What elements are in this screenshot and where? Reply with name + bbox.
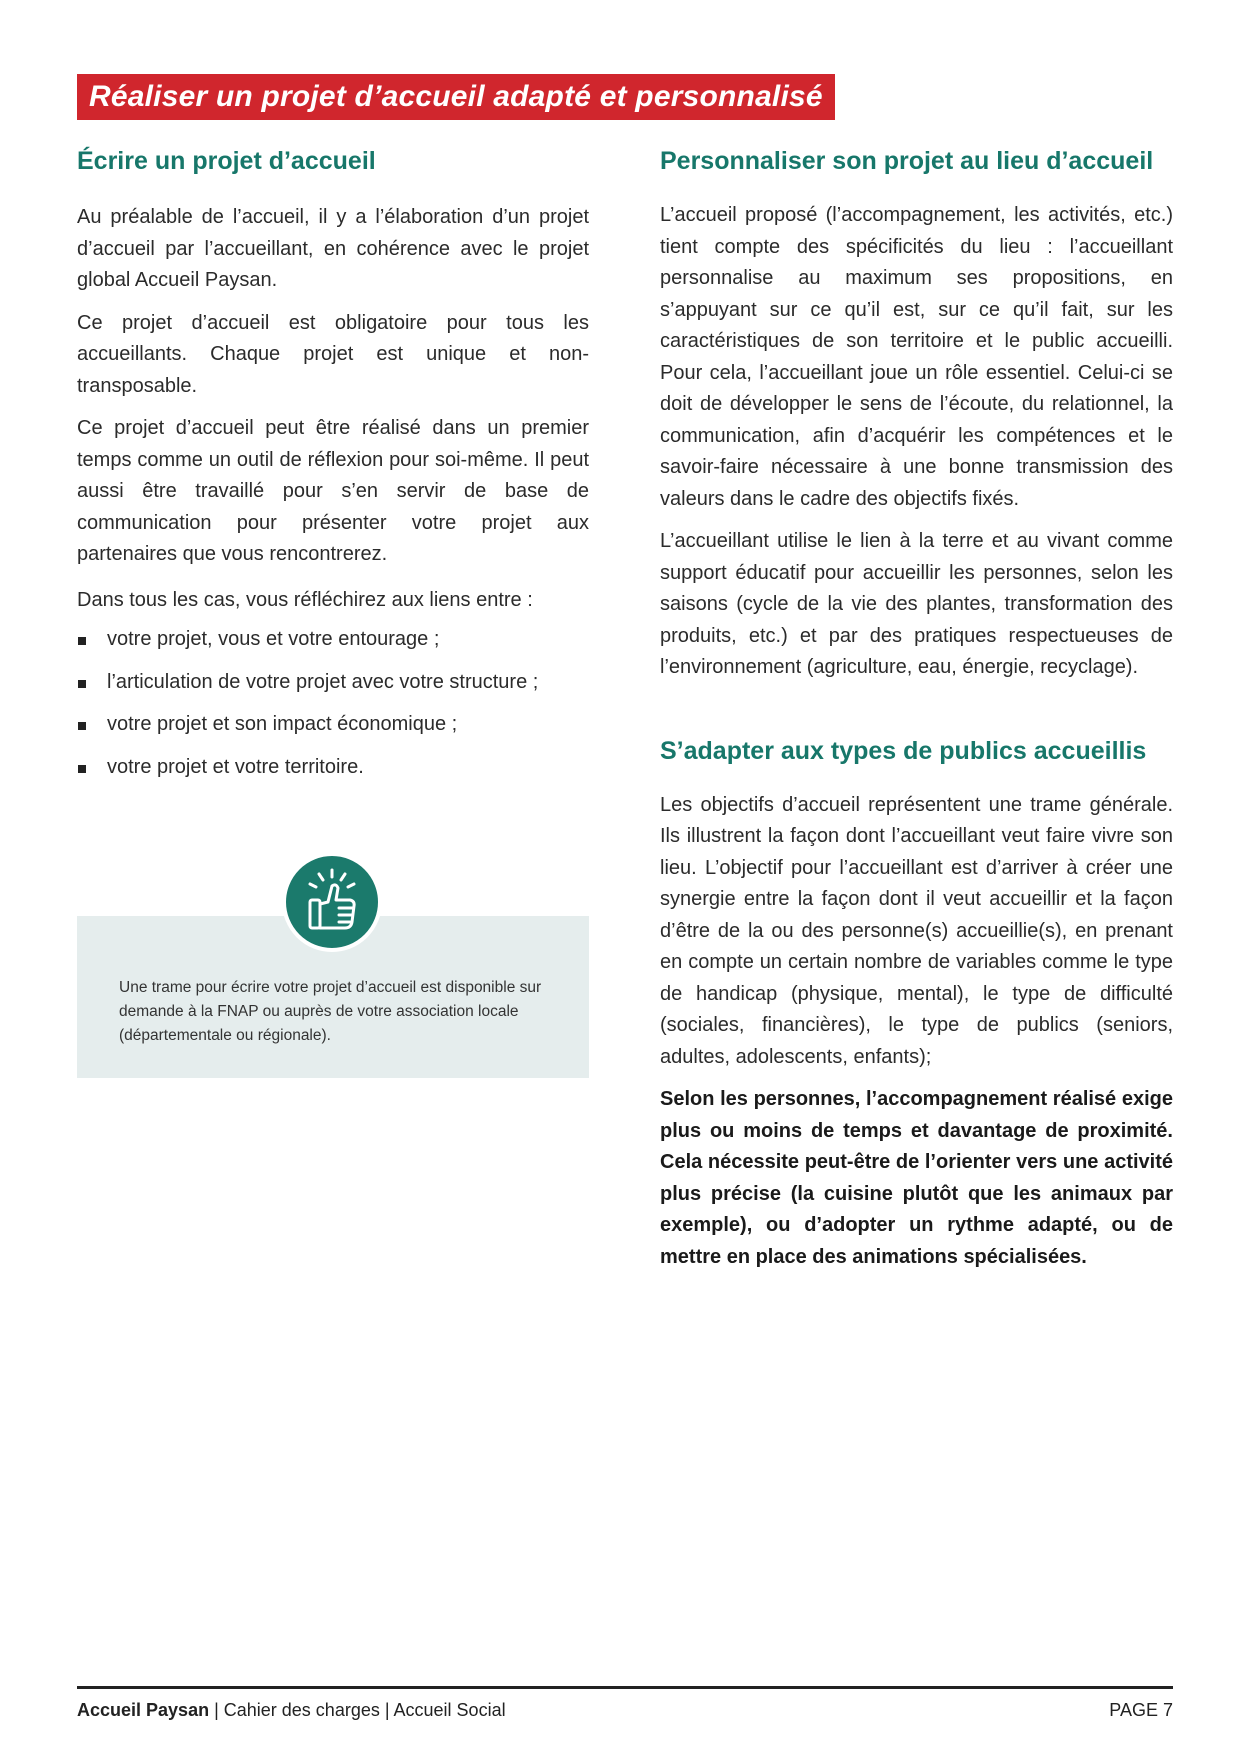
footer-brand: Accueil Paysan [77, 1700, 210, 1720]
thumbs-up-icon [282, 852, 382, 952]
list-item: l’articulation de votre projet avec votre structure ; [77, 667, 589, 699]
right-bold-paragraph: Selon les personnes, l’accompagnement réalisé exige plus ou moins de temps et davantage de proximité. Cela nécessite peut-être de l’orienter vers une activité plus précise (la cuisine plutôt que les animaux par exemple), ou d’adopter un rythme adapté, ou de mettre en place des animations spécialisées. [660, 1088, 1173, 1268]
footer-subtitle: | Cahier des charges | Accueil Social [209, 1700, 506, 1720]
list-intro: Dans tous les cas, vous réfléchirez aux liens entre : [77, 588, 533, 611]
right-column [660, 146, 1173, 1284]
list-item: votre projet et votre territoire. [77, 752, 589, 784]
list-item: votre projet, vous et votre entourage ; [77, 624, 589, 656]
left-column [77, 146, 589, 794]
right-paragraph-1: L’accueil proposé (l’accompagnement, les activités, etc.) tient compte des spécificités du lieu : l’accueillant personnalise au maximum ses propositions, en s’appuyant sur ce qu’il est, sur ce qu’il fait, sur les caractéristiques de son territoire et le public accueilli. Pour cela, l’accueillant joue un rôle essentiel. Celui-ci se doit de développer le sens de l’écoute, du relationnel, la communication, afin d’acquérir les compétences et le savoir-faire nécessaire à une bonne transmission des valeurs dans le cadre des objectifs fixés. [660, 204, 1173, 510]
info-box-text: Une trame pour écrire votre projet d’accueil est disponible sur demande à la FNAP ou auprès de votre association locale (départementale ou régionale). [119, 979, 542, 1044]
bullet-list [77, 624, 589, 783]
left-heading: Écrire un projet d’accueil [77, 147, 376, 175]
footer-title [77, 1700, 506, 1721]
section-banner [77, 74, 835, 120]
left-paragraph-2: Ce projet d’accueil est obligatoire pour tous les accueillants. Chaque projet est unique et non-transposable. [77, 311, 589, 397]
section-title: Réaliser un projet d’accueil adapté et personnalisé [89, 80, 823, 113]
right-heading-1: Personnaliser son projet au lieu d’accueil [660, 147, 1154, 175]
right-paragraph-2: L’accueillant utilise le lien à la terre et au vivant comme support éducatif pour accueillir les personnes, selon les saisons (cycle de la vie des plantes, transformation des produits, etc.) et par des pratiques respectueuses de l’environnement (agriculture, eau, énergie, recyclage). [660, 530, 1173, 678]
right-paragraph-3: Les objectifs d’accueil représentent une trame générale. Ils illustrent la façon dont l’accueillant veut faire vivre son lieu. L’objectif pour l’accueillant est d’arriver à créer une synergie entre la façon dont il veut accueillir et la façon d’être de la ou des personne(s) accueillie(s), en prenant en compte un certain nombre de variables comme le type de handicap (physique, mental), le type de difficulté (sociales, financières), le type de publics (seniors, adultes, adolescents, enfants); [660, 793, 1173, 1068]
page-number: PAGE 7 [1109, 1700, 1173, 1720]
right-heading-2: S’adapter aux types de publics accueillis [660, 736, 1147, 765]
footer-divider [77, 1686, 1173, 1689]
left-paragraph-1: Au préalable de l’accueil, il y a l’élaboration d’un projet d’accueil par l’accueillant, en cohérence avec le projet global Accueil Paysan. [77, 206, 589, 291]
left-paragraph-3: Ce projet d’accueil peut être réalisé dans un premier temps comme un outil de réflexion pour soi-même. Il peut aussi être travaillé pour s’en servir de base de communication pour présenter votre projet aux partenaires que vous rencontrerez. [77, 417, 589, 565]
list-item: votre projet et son impact économique ; [77, 709, 589, 741]
